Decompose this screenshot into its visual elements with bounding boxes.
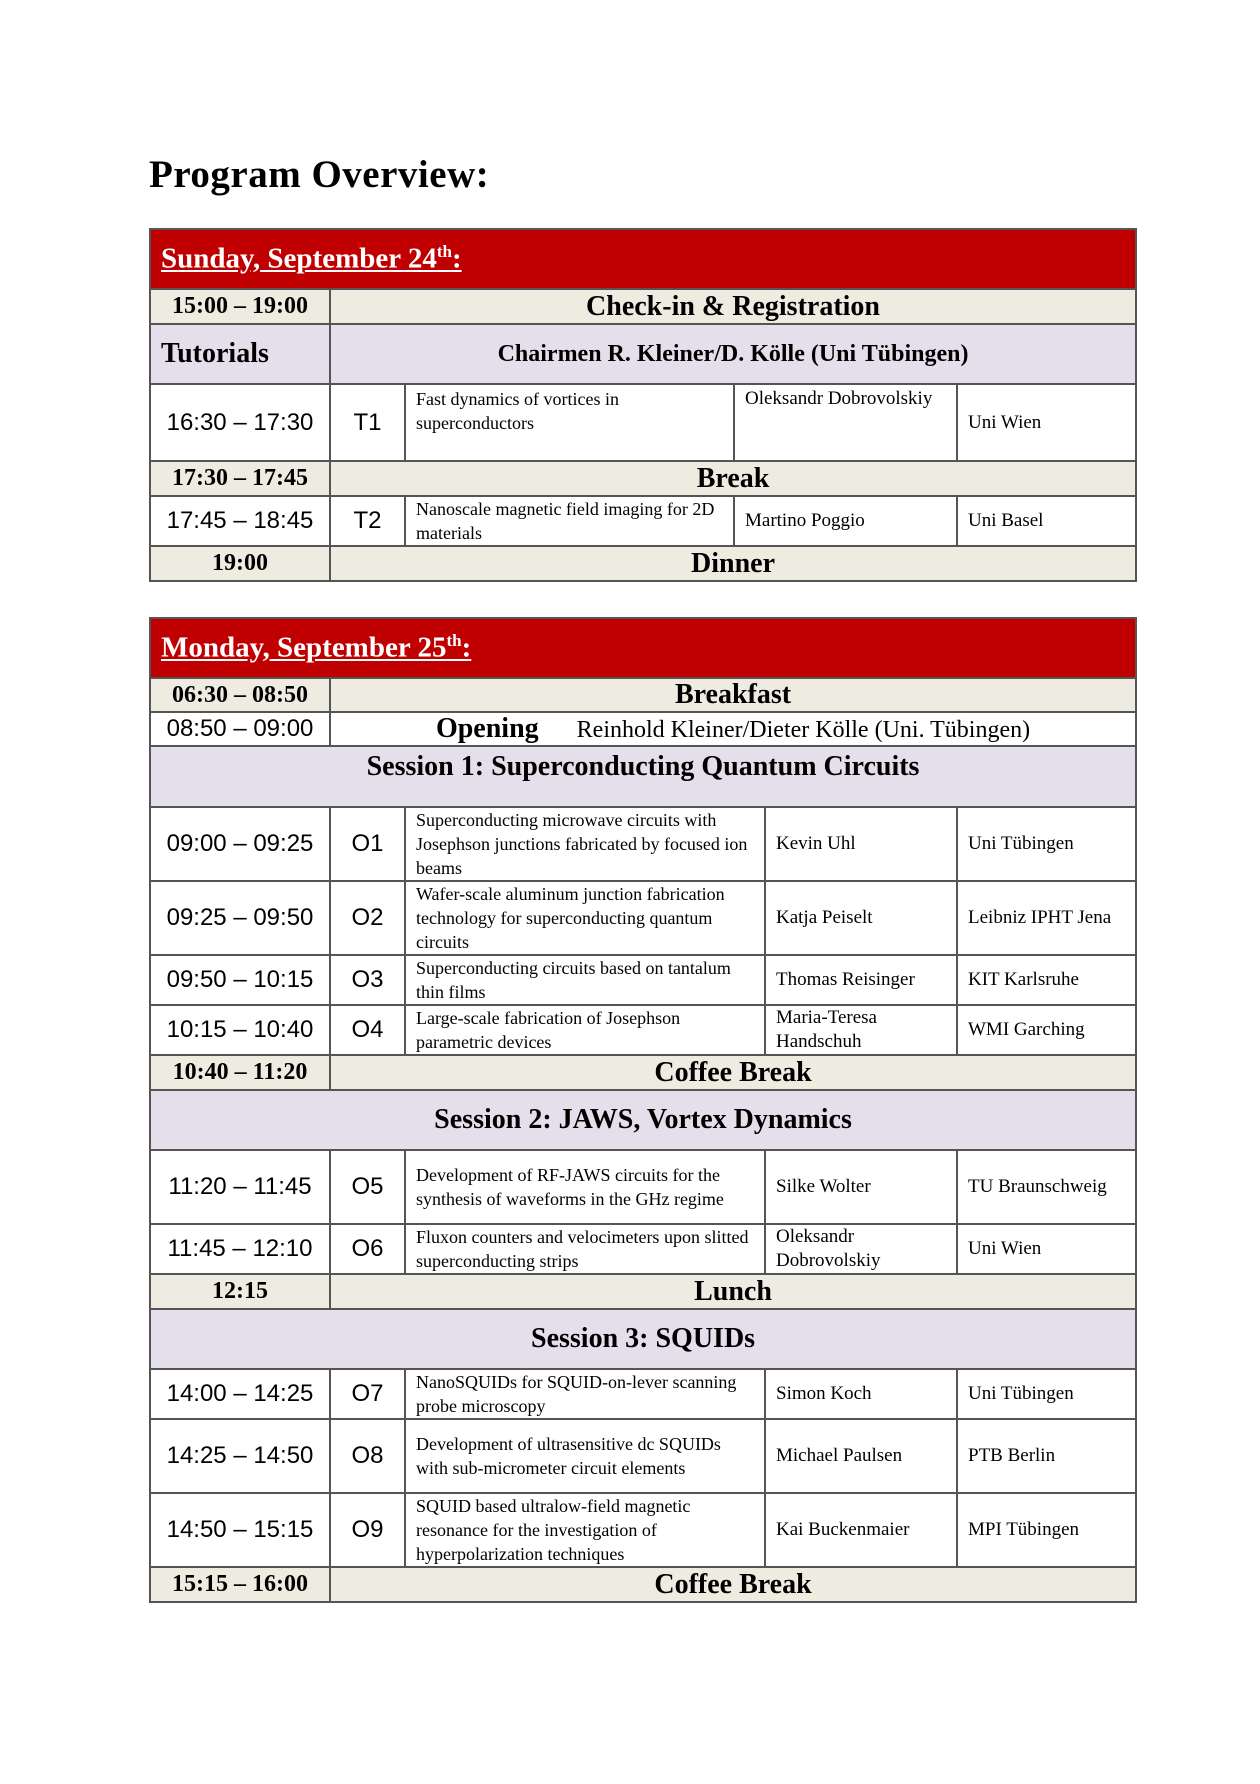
time: 08:50 – 09:00 (150, 712, 330, 746)
time: 11:45 – 12:10 (150, 1224, 330, 1274)
coffee-break-row (150, 1055, 1136, 1090)
time: 06:30 – 08:50 (150, 678, 330, 712)
dinner-row (150, 546, 1136, 581)
sunday-schedule (149, 228, 1137, 582)
event-label: Dinner (330, 546, 1136, 581)
talk-row (150, 807, 1136, 881)
speaker: Kai Buckenmaier (765, 1493, 957, 1567)
speaker: Silke Wolter (765, 1150, 957, 1224)
session-title: Session 3: SQUIDs (150, 1309, 1136, 1369)
talk-row (150, 384, 1136, 461)
speaker: Martino Poggio (734, 496, 957, 546)
session-title: Session 2: JAWS, Vortex Dynamics (150, 1090, 1136, 1150)
talk-code: O5 (330, 1150, 405, 1224)
talk-row (150, 496, 1136, 546)
time: 16:30 – 17:30 (150, 384, 330, 461)
talk-row (150, 1493, 1136, 1567)
opening-names: Reinhold Kleiner/Dieter Kölle (Uni. Tübingen) (576, 717, 1031, 743)
checkin-row (150, 289, 1136, 324)
opening-label: Opening (435, 713, 539, 744)
time: 17:45 – 18:45 (150, 496, 330, 546)
talk-title: Large-scale fabrication of Josephson parametric devices (405, 1005, 765, 1055)
day-header (150, 618, 1136, 678)
event-label: Check-in & Registration (330, 289, 1136, 324)
time: 09:50 – 10:15 (150, 955, 330, 1005)
speaker: Simon Koch (765, 1369, 957, 1419)
speaker: Oleksandr Dobrovolskiy (734, 384, 957, 461)
talk-title: Wafer-scale aluminum junction fabrication technology for superconducting quantum circuits (405, 881, 765, 955)
event-label: Coffee Break (330, 1055, 1136, 1090)
talk-title: Development of RF-JAWS circuits for the synthesis of waveforms in the GHz regime (405, 1150, 765, 1224)
time: 09:25 – 09:50 (150, 881, 330, 955)
event-label: Lunch (330, 1274, 1136, 1309)
talk-code: O6 (330, 1224, 405, 1274)
chairmen: Chairmen R. Kleiner/D. Kölle (Uni Tübingen) (330, 324, 1136, 384)
talk-title: Superconducting microwave circuits with Josephson junctions fabricated by focused ion beams (405, 807, 765, 881)
talk-row (150, 1419, 1136, 1493)
speaker: Maria-Teresa Handschuh (765, 1005, 957, 1055)
session-row (150, 746, 1136, 807)
affiliation: Uni Wien (957, 1224, 1136, 1274)
day-header-text: Monday, September 25th: (150, 618, 1136, 678)
time: 10:15 – 10:40 (150, 1005, 330, 1055)
page-title: Program Overview: (149, 153, 490, 196)
affiliation: WMI Garching (957, 1005, 1136, 1055)
talk-row (150, 1369, 1136, 1419)
talk-code: O1 (330, 807, 405, 881)
talk-code: O7 (330, 1369, 405, 1419)
event-label: Coffee Break (330, 1567, 1136, 1602)
lunch-row (150, 1274, 1136, 1309)
event-label: Breakfast (330, 678, 1136, 712)
break-row (150, 461, 1136, 496)
talk-row (150, 955, 1136, 1005)
talk-code: O9 (330, 1493, 405, 1567)
affiliation: Uni Basel (957, 496, 1136, 546)
session-title: Session 1: Superconducting Quantum Circuits (150, 746, 1136, 807)
talk-code: O8 (330, 1419, 405, 1493)
affiliation: Leibniz IPHT Jena (957, 881, 1136, 955)
coffee-break-row (150, 1567, 1136, 1602)
session-row (150, 1090, 1136, 1150)
talk-row (150, 1150, 1136, 1224)
talk-code: T2 (330, 496, 405, 546)
speaker: Michael Paulsen (765, 1419, 957, 1493)
time: 14:25 – 14:50 (150, 1419, 330, 1493)
time: 10:40 – 11:20 (150, 1055, 330, 1090)
tutorials-label: Tutorials (150, 324, 330, 384)
talk-title: NanoSQUIDs for SQUID-on-lever scanning probe microscopy (405, 1369, 765, 1419)
speaker: Katja Peiselt (765, 881, 957, 955)
affiliation: TU Braunschweig (957, 1150, 1136, 1224)
talk-row (150, 881, 1136, 955)
speaker: Oleksandr Dobrovolskiy (765, 1224, 957, 1274)
opening-cell (330, 712, 1136, 746)
time: 14:50 – 15:15 (150, 1493, 330, 1567)
session-row (150, 1309, 1136, 1369)
talk-code: O3 (330, 955, 405, 1005)
affiliation: MPI Tübingen (957, 1493, 1136, 1567)
talk-code: T1 (330, 384, 405, 461)
time: 17:30 – 17:45 (150, 461, 330, 496)
time: 11:20 – 11:45 (150, 1150, 330, 1224)
talk-title: Nanoscale magnetic field imaging for 2D materials (405, 496, 734, 546)
opening-row (150, 712, 1136, 746)
breakfast-row (150, 678, 1136, 712)
affiliation: Uni Tübingen (957, 807, 1136, 881)
affiliation: KIT Karlsruhe (957, 955, 1136, 1005)
time: 15:15 – 16:00 (150, 1567, 330, 1602)
talk-row (150, 1224, 1136, 1274)
talk-row (150, 1005, 1136, 1055)
day-header (150, 229, 1136, 289)
talk-title: SQUID based ultralow-field magnetic resonance for the investigation of hyperpolarization techniques (405, 1493, 765, 1567)
affiliation: PTB Berlin (957, 1419, 1136, 1493)
talk-code: O2 (330, 881, 405, 955)
time: 09:00 – 09:25 (150, 807, 330, 881)
affiliation: Uni Wien (957, 384, 1136, 461)
event-label: Break (330, 461, 1136, 496)
talk-title: Superconducting circuits based on tantalum thin films (405, 955, 765, 1005)
time: 19:00 (150, 546, 330, 581)
speaker: Kevin Uhl (765, 807, 957, 881)
talk-code: O4 (330, 1005, 405, 1055)
talk-title: Fast dynamics of vortices in superconductors (405, 384, 734, 461)
tutorials-row (150, 324, 1136, 384)
monday-schedule (149, 617, 1137, 1603)
day-header-text: Sunday, September 24th: (150, 229, 1136, 289)
affiliation: Uni Tübingen (957, 1369, 1136, 1419)
talk-title: Development of ultrasensitive dc SQUIDs with sub-micrometer circuit elements (405, 1419, 765, 1493)
talk-title: Fluxon counters and velocimeters upon slitted superconducting strips (405, 1224, 765, 1274)
time: 15:00 – 19:00 (150, 289, 330, 324)
time: 12:15 (150, 1274, 330, 1309)
time: 14:00 – 14:25 (150, 1369, 330, 1419)
speaker: Thomas Reisinger (765, 955, 957, 1005)
